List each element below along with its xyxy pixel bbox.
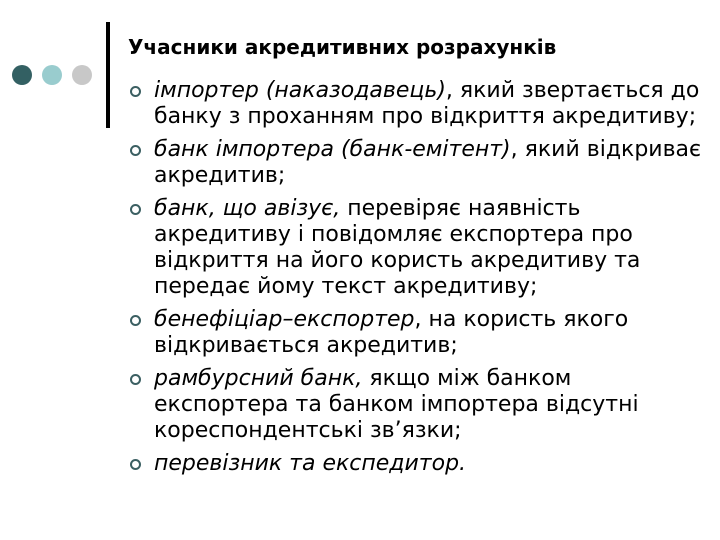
bullet-icon [130,86,141,97]
list-item [130,307,710,359]
item-description: , на користь якого відкривається акредитив; [154,307,629,358]
item-term: перевізник та експедитор. [154,451,467,476]
item-description: якщо між банком експортера та банком імпортера відсутні кореспондентські зв’язки; [154,366,639,443]
bullet-icon [130,374,141,385]
list-item [130,451,710,477]
item-description: , який відкриває акредитив; [154,137,702,188]
list-item [130,78,710,130]
item-term: рамбурсний банк, [154,366,363,391]
bullet-icon [130,315,141,326]
item-description: перевіряє наявність акредитиву і повідомляє експортера про відкриття на його користь акредитиву та передає йому текст акредитиву; [154,196,641,299]
list-item [130,366,710,444]
item-description: , який звертається до банку з проханням про відкриття акредитиву; [154,78,700,129]
slide-title: Учасники акредитивних розрахунків [128,35,557,59]
bullet-icon [130,145,141,156]
list-item [130,196,710,300]
item-term: бенефіціар–експортер [154,307,415,332]
item-term: банк імпортера (банк-емітент) [154,137,511,162]
item-term: банк, що авізує, [154,196,341,221]
dot-light-teal [42,65,62,85]
item-term: імпортер (наказодавець) [154,78,446,103]
dot-gray [72,65,92,85]
list-item [130,137,710,189]
bullet-icon [130,459,141,470]
participants-list [130,78,710,484]
bullet-icon [130,204,141,215]
vertical-divider [106,22,110,128]
dot-dark [12,65,32,85]
